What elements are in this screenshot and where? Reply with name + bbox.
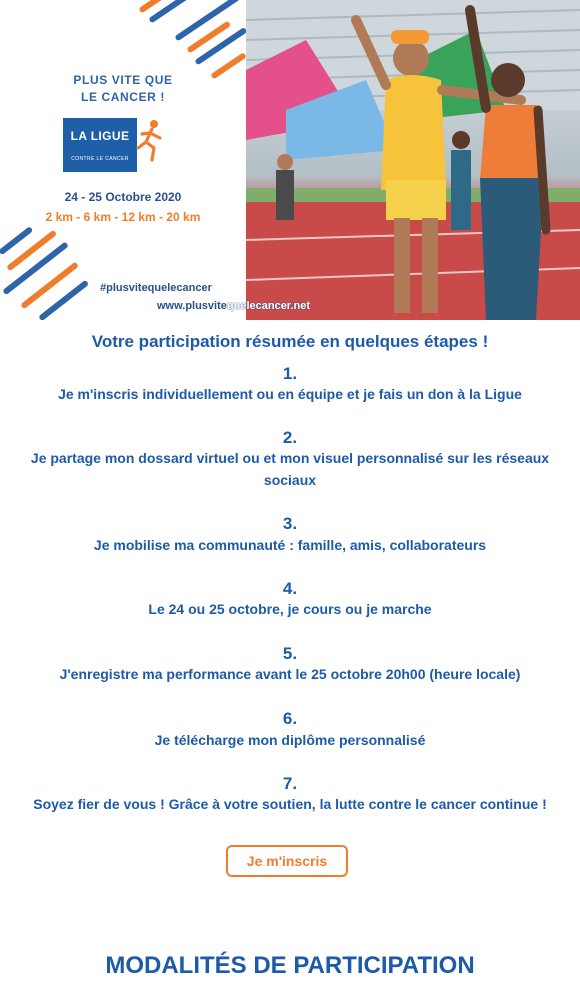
- event-website[interactable]: [157, 300, 310, 312]
- website-prefix: www.plusvite: [157, 300, 227, 312]
- event-hashtag: #plusvitequelecancer: [100, 282, 212, 294]
- step-text: Je télécharge mon diplôme personnalisé: [154, 732, 426, 748]
- step-number: 1.: [282, 364, 298, 383]
- step-number: 7.: [282, 774, 298, 793]
- decor-stripe: [6, 230, 57, 272]
- logo-sub-text: CONTRE LE CANCER: [71, 156, 129, 162]
- step-number: 2.: [282, 428, 298, 447]
- step-text: Je mobilise ma communauté : famille, amis, collaborateurs: [93, 537, 487, 553]
- step-text: Soyez fier de vous ! Grâce à votre soutien, la lutte contre le cancer continue !: [33, 796, 547, 812]
- event-banner: [0, 0, 580, 320]
- runners-photo: [246, 0, 580, 320]
- photo-illustration: [246, 0, 580, 320]
- step-text: Je partage mon dossard virtuel ou et mon visuel personnalisé sur les réseaux sociaux: [30, 450, 550, 488]
- tagline-line-2: LE CANCER !: [81, 90, 165, 104]
- tagline-line-1: PLUS VITE QUE: [73, 73, 173, 87]
- section-title: MODALITÉS DE PARTICIPATION: [105, 952, 475, 979]
- event-dates: 24 - 25 Octobre 2020: [64, 190, 182, 204]
- la-ligue-logo: [63, 118, 137, 172]
- banner-graphic: [0, 0, 246, 320]
- step-number: 6.: [282, 709, 298, 728]
- step-text: Je m'inscris individuellement ou en équipe et je fais un don à la Ligue: [58, 386, 522, 402]
- event-distances: 2 km - 6 km - 12 km - 20 km: [45, 210, 201, 224]
- step-number: 4.: [282, 579, 298, 598]
- step-number: 3.: [282, 514, 298, 533]
- runner-icon: [132, 118, 166, 162]
- step-text: J'enregistre ma performance avant le 25 octobre 20h00 (heure locale): [59, 666, 521, 682]
- logo-main-text: LA LIGUE: [70, 129, 130, 143]
- steps-heading: Votre participation résumée en quelques étapes !: [91, 332, 489, 351]
- step-number: 5.: [282, 644, 298, 663]
- website-suffix: quelecancer.net: [226, 300, 311, 312]
- step-text: Le 24 ou 25 octobre, je cours ou je marche: [148, 601, 432, 617]
- register-button[interactable]: Je m'inscris: [226, 845, 348, 877]
